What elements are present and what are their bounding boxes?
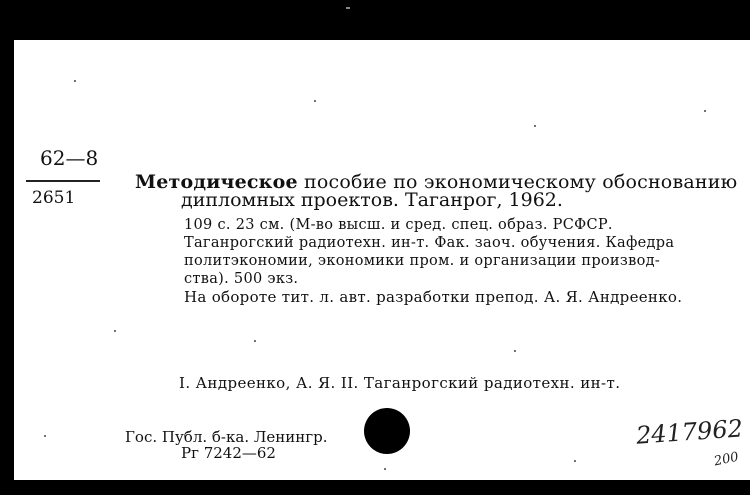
call-number-top: 62—8 xyxy=(40,146,99,170)
tracing-line: I. Андреенко, А. Я. II. Таганрогский радиотехн. ин-т. xyxy=(179,374,621,392)
description-line-1: 109 с. 23 см. (М-во высш. и сред. спец. образ. РСФСР. xyxy=(184,217,613,233)
scan-speck xyxy=(74,80,76,82)
description-line-5: На обороте тит. л. авт. разработки препод. А. Я. Андреенко. xyxy=(184,288,683,306)
title-bold: Методическое xyxy=(135,171,298,193)
scan-speck xyxy=(346,7,350,9)
description-line-2: Таганрогский радиотехн. ин-т. Фак. заоч. обучения. Кафедра xyxy=(184,235,675,251)
scan-speck xyxy=(254,340,256,342)
scan-speck xyxy=(704,110,706,112)
scan-speck xyxy=(44,435,46,437)
library-line-2: Рг 7242—62 xyxy=(181,444,276,462)
call-number-bottom: 2651 xyxy=(32,188,76,208)
scan-speck xyxy=(384,468,386,470)
handwritten-note: 200 xyxy=(712,449,741,470)
scan-speck xyxy=(114,330,116,332)
catalog-card xyxy=(14,40,750,480)
handwritten-number: 2417962 xyxy=(635,414,744,450)
scan-speck xyxy=(574,460,576,462)
title-line-2: дипломных проектов. Таганрог, 1962. xyxy=(181,189,563,211)
description-line-3: политэкономии, экономики пром. и организации производ- xyxy=(184,253,661,269)
description-line-4: ства). 500 экз. xyxy=(184,271,299,287)
call-number-divider xyxy=(26,180,100,182)
title-rest: пособие по экономическому обоснованию xyxy=(297,171,738,193)
scan-speck xyxy=(314,100,316,102)
scan-speck xyxy=(534,125,536,127)
punch-hole xyxy=(364,408,410,454)
scan-speck xyxy=(514,350,516,352)
library-line-1: Гос. Публ. б-ка. Ленингр. xyxy=(125,428,328,446)
